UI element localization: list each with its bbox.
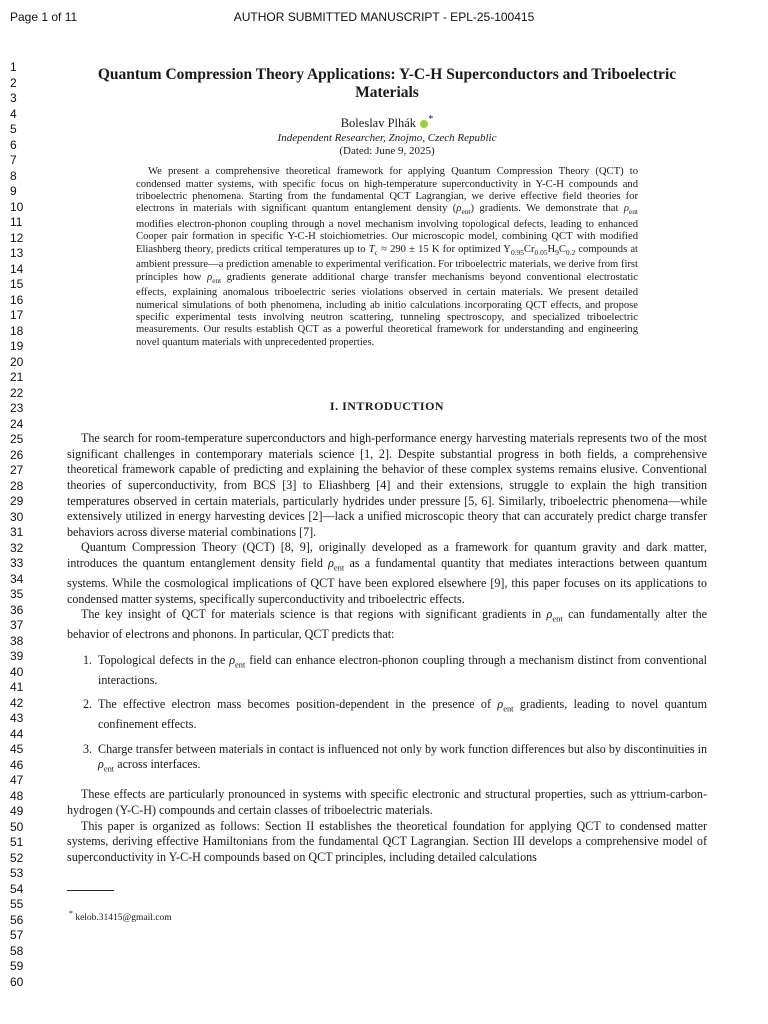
line-number: 56 — [10, 912, 24, 927]
line-number: 59 — [10, 959, 24, 973]
page-header — [0, 10, 768, 28]
rho-ent-symbol: $\rho_{ent}$ — [229, 652, 246, 670]
date-line: (Dated: June 9, 2025) — [339, 145, 435, 158]
line-number: 50 — [10, 819, 24, 834]
line-number: 5 — [10, 122, 17, 136]
line-number: 19 — [10, 339, 24, 353]
line-number: 37 — [10, 618, 24, 632]
line-number: 52 — [10, 850, 24, 865]
line-number: 8 — [10, 168, 17, 183]
line-number: 13 — [10, 246, 24, 260]
rho-ent-symbol: $\rho_{ent}$ — [207, 271, 222, 285]
line-number: 30 — [10, 509, 24, 524]
list-item: 3. Charge transfer between materials in contact is influenced not only by work function differences but also by discontinuities in $\rho_{ent}$ across interfaces. — [83, 741, 707, 774]
list-item: 1. Topological defects in the $\rho_{ent}$ field can enhance electron-phonon coupling through a mechanism distinct from conventional interactions. — [83, 652, 707, 687]
line-number: 16 — [10, 292, 24, 307]
line-number: 60 — [10, 974, 24, 989]
line-number: 10 — [10, 199, 24, 214]
line-number: 53 — [10, 866, 24, 880]
line-number: 9 — [10, 184, 17, 198]
line-number: 58 — [10, 943, 24, 958]
rho-ent-symbol: $\rho_{ent}$ — [456, 203, 471, 217]
line-number: 25 — [10, 432, 24, 446]
line-number: 34 — [10, 571, 24, 586]
line-number: 39 — [10, 649, 24, 663]
list-item: 2. The effective electron mass becomes position-dependent in the presence of $\rho_{ent}$ gradients, leading to novel quantum confinement effects. — [83, 697, 707, 732]
line-number: 1 — [10, 60, 17, 74]
paragraph: Quantum Compression Theory (QCT) [8, 9], originally developed as a framework for quantum gravity and dark matter, introduces the quantum entanglement density field $\rho_{ent}$ as a fundamental quantity that mediates interactions between quantum systems. While the cosmological implications of QCT have been explored elsewhere [9], this paper focuses on its applications to condensed matter systems, specifically superconductivity and triboelectric effects. — [67, 540, 707, 606]
line-number: 41 — [10, 680, 24, 694]
line-number: 33 — [10, 556, 24, 570]
line-number: 29 — [10, 494, 24, 508]
line-number: 43 — [10, 711, 24, 725]
line-number: 6 — [10, 137, 17, 152]
formula: $Y_{0.95}Cr_{0.05}H_9C_{0.2}$ — [503, 243, 576, 257]
line-number: 48 — [10, 788, 24, 803]
section-heading: I. INTRODUCTION — [329, 399, 445, 414]
abstract: We present a comprehensive theoretical framework for applying Quantum Compression Theory (QCT) to condensed matter systems, with specific focus on high-temperature superconductivity in Y-C-H compounds and triboelectric phenomena. Starting from the fundamental QCT Lagrangian, we derive effective field theories for electrons in materials with significant quantum entanglement density $(\rho_{ent})$ gradients. We demonstrate that $\rho_{ent}$ modifies electron-phonon coupling through a novel mechanism involving topological defects, leading to enhanced Cooper pair formation in specific Y-C-H stoichiometries. Our microscopic model, combining QCT with modified Eliashberg theory, predicts critical temperatures up to $T_c \approx 290 \pm 15$ K for optimized $Y_{0.95}Cr_{0.05}H_9C_{0.2}$ compounds at ambient pressure—a prediction amenable to experimental verification. For triboelectric materials, we derive from first principles how $\rho_{ent}$ gradients generate additional charge transfer mechanisms beyond conventional electrostatic effects, explaining anomalous triboelectric series violations observed in certain materials. We present detailed numerical simulations of both phenomena, including ab initio calculations incorporating QCT effects, and propose specific experimental tests involving neutron scattering, tunneling spectroscopy, and specialized triboelectric measurements. Our results establish QCT as a powerful theoretical framework for understanding and engineering novel quantum materials with unprecedented properties. — [136, 166, 638, 348]
enumerated-list — [67, 653, 707, 778]
orcid-icon[interactable] — [420, 120, 428, 128]
section-body — [67, 431, 707, 865]
affiliation: Independent Researcher, Znojmo, Czech Republic — [277, 132, 497, 145]
line-number: 21 — [10, 370, 24, 384]
paragraph: These effects are particularly pronounced in systems with specific electronic and structural properties, such as yttrium-carbon-hydrogen (Y-C-H) compounds and certain classes of triboelectric materials. — [67, 787, 707, 818]
line-number: 32 — [10, 540, 24, 555]
line-number: 47 — [10, 773, 24, 787]
line-number: 35 — [10, 587, 24, 601]
line-number: 31 — [10, 525, 24, 539]
paper-title: Quantum Compression Theory Applications: Y-C-H Superconductors and Triboelectric Materials — [97, 66, 677, 101]
line-number: 14 — [10, 261, 24, 276]
line-number: 17 — [10, 308, 24, 322]
line-number: 18 — [10, 323, 24, 338]
line-number: 23 — [10, 401, 24, 415]
paragraph: The search for room-temperature superconductors and high-performance energy harvesting materials represents two of the most significant challenges in contemporary materials science [1, 2]. Despite substantial progress in both fields, a comprehensive theoretical framework capable of predicting and explaining the behavior of these complex systems remains elusive. Conventional theories of superconductivity, from BCS [3] to Eliashberg [4] and their extensions, struggle to explain the high transition temperatures observed in certain materials, particularly hydrides under pressure [5, 6]. Similarly, triboelectric phenomena—while extensively utilized in energy harvesting devices [2]—lack a unified microscopic theory that can accurately predict charge transfer behaviors across diverse material combinations [7]. — [67, 431, 707, 539]
line-number: 2 — [10, 75, 17, 90]
line-number: 4 — [10, 106, 17, 121]
line-number: 24 — [10, 416, 24, 431]
manuscript-label: AUTHOR SUBMITTED MANUSCRIPT - EPL-25-100415 — [233, 10, 535, 24]
line-number: 22 — [10, 385, 24, 400]
line-number: 40 — [10, 664, 24, 679]
line-number: 3 — [10, 91, 17, 105]
rho-ent-symbol: $\rho_{ent}$ — [98, 757, 115, 774]
rho-ent-symbol: $\rho_{ent}$ — [623, 203, 638, 217]
line-number: 49 — [10, 804, 24, 818]
line-number: 7 — [10, 153, 17, 167]
author-mark: * — [428, 114, 434, 125]
line-numbers — [10, 60, 40, 990]
line-number: 12 — [10, 230, 24, 245]
line-number: 54 — [10, 881, 24, 896]
paragraph: The key insight of QCT for materials science is that regions with significant gradients in $\rho_{ent}$ can fundamentally alter the behavior of electrons and phonons. In particular, QCT predicts that: — [67, 607, 707, 642]
author-name: Boleslav Plhák — [340, 116, 417, 131]
line-number: 55 — [10, 897, 24, 911]
line-number: 20 — [10, 354, 24, 369]
rho-ent-symbol: $\rho_{ent}$ — [328, 555, 345, 573]
footnote: * kelob.31415@gmail.com — [69, 909, 172, 924]
line-number: 51 — [10, 835, 24, 849]
line-number: 15 — [10, 277, 24, 291]
line-number: 42 — [10, 695, 24, 710]
paper-page — [67, 66, 707, 924]
line-number: 28 — [10, 478, 24, 493]
rho-ent-symbol: $\rho_{ent}$ — [546, 607, 563, 624]
author-line — [67, 114, 707, 131]
line-number: 38 — [10, 633, 24, 648]
line-number: 27 — [10, 463, 24, 477]
line-number: 11 — [10, 215, 23, 229]
page-number: Page 1 of 11 — [10, 10, 78, 24]
line-number: 44 — [10, 726, 24, 741]
line-number: 26 — [10, 447, 24, 462]
line-number: 46 — [10, 757, 24, 772]
rho-ent-symbol: $\rho_{ent}$ — [497, 697, 514, 714]
line-number: 45 — [10, 742, 24, 756]
author-email[interactable]: kelob.31415@gmail.com — [75, 913, 172, 924]
paragraph: This paper is organized as follows: Section II establishes the theoretical foundation for applying QCT to condensed matter systems, deriving effective Hamiltonians from the fundamental QCT Lagrangian. Section III develops a comprehensive model of superconductivity in Y-C-H compounds based on QCT principles, including detailed calculations — [67, 818, 707, 864]
line-number: 36 — [10, 602, 24, 617]
footnote-rule — [67, 890, 114, 891]
line-number: 57 — [10, 928, 24, 942]
